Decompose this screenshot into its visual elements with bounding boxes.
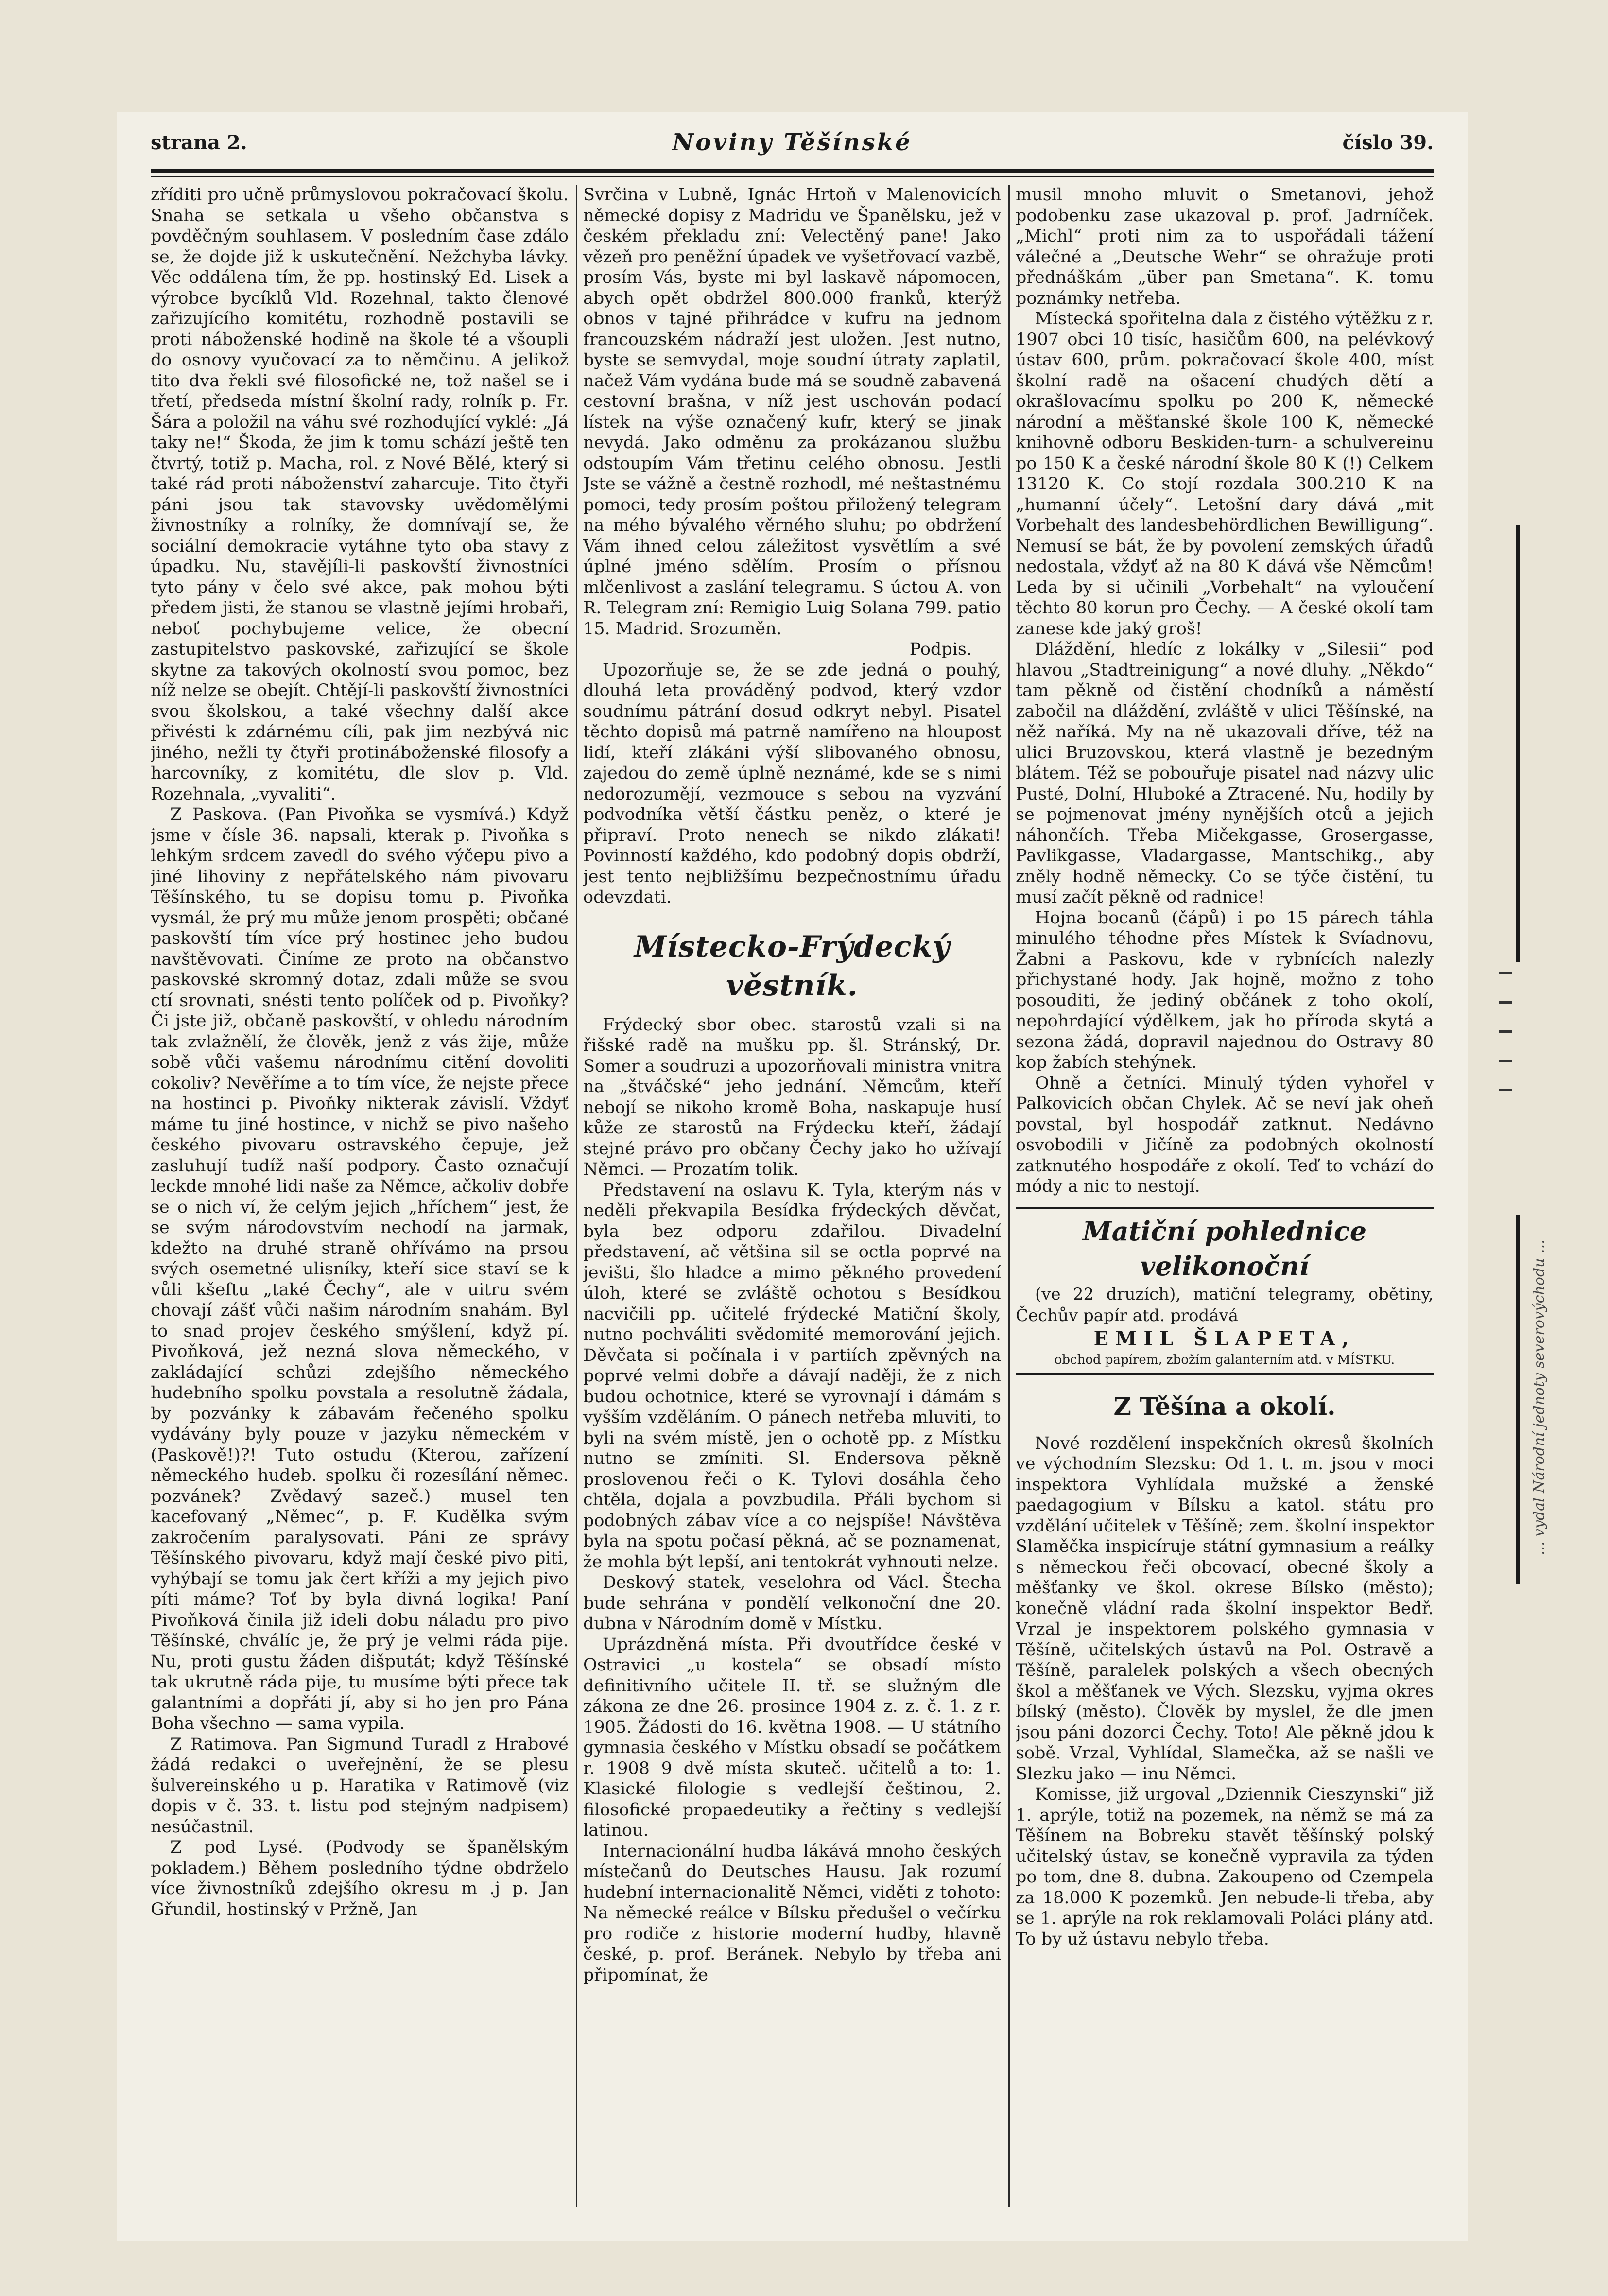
issue-number: číslo 39. bbox=[1342, 131, 1434, 154]
section-heading: Místecko-Frýdecký věstník. bbox=[634, 929, 951, 1003]
article-paragraph: Dláždění, hledíc z lokálky v „Silesii“ pod hlavou „Stadtreinigung“ a nové dluhy. „Někdo“ tam pěkně od čistění chodníků a náměstí zabočil na dláždění, zvláště v ulici Těšínské, na něž naříká. My na ně ukazovali dříve, též na ulici Bruzovskou, která vlastně je bezedným blátem. Též se pobouřuje pisatel nad názvy ulic Pusté, Dolní, Hluboké a Ztracené. Nu, hodily by se pojmenovat jmény nynějších otců a jejich náhončích. Třeba Mičekgasse, Grosergasse, Pavlikgasse, Vladargasse, Mantschikg., aby zněly hodně německy. Co se týče čistění, tu musí začít pěkně od radnice! bbox=[1016, 640, 1434, 907]
article-paragraph: Z pod Lysé. (Podvody se španělským pokladem.) Během posledního týdne obdrželo více živnostníků zdejšího okresu m .j p. Jan Gřundil, hostinský v Pržně, Jan bbox=[151, 1838, 569, 1919]
header-rule-thin bbox=[151, 176, 1434, 177]
article-paragraph: musil mnoho mluvit o Smetanovi, jehož podobenku zase ukazoval p. prof. Jadrníček. „Michl“ proti nim za to uspořádali tážení válečné a „Deutsche Wehr“ se ohražuje proti přednáškám „über pan Smetana“. K. tomu poznámky netřeba. bbox=[1016, 185, 1434, 308]
column-1 bbox=[151, 185, 569, 2216]
article-paragraph: Nové rozdělení inspekčních okresů školních ve východním Slezsku: Od 1. t. m. jsou v moci inspektora Vyhlídala mužské a ženské paedagogium v Bílsku a katol. státu pro vzdělání učitelek v Těšíně; zem. školní inspektor Slaměčka inspicíruje státní gymnasium a reálky s německou řeči obcovací, obecné školy a měšťanky ve škol. okrese Bílsko (město); konečně vládní rada školní inspektor Bedř. Vrzal je inspektorem polského gymnasia v Těšíně, učitelských ústavů na Pol. Ostravě a Těšíně, paralelek polských a všech obecných škol a měšťanek ve Vých. Slezsku, vyjma okres bílský (město). Člověk by myslel, že dle jmen jsou páni dozorci Čechy. Toto! Ale pěkně jdou k sobě. Vrzal, Vyhlídal, Slamečka, až se našli ve Slezku jako — inu Němci. bbox=[1016, 1433, 1434, 1784]
page-header bbox=[151, 126, 1434, 165]
article-paragraph: Hojna bocanů (čápů) i po 15 párech táhla minulého téhodne přes Místek k Svíadnovu, Žabni a Paskovu, kde v rybnících nalezly přichystané hody. Jak hojně, možno z toho posouditi, že jediný občánek z toho okolí, nepohrdající výdělkem, jak ho příroda skytá a sezona žádá, dopravil najednou do Ostravy 80 kop žabích stehýnek. bbox=[1016, 908, 1434, 1072]
article-paragraph: Svrčina v Lubně, Ignác Hrtoň v Malenovicích německé dopisy z Madridu ve Španělsku, jež v českém překladu zní: Velectěný pane! Jako vězeň pro peněžní úpadek ve vyšetřovací vazbě, prosím Vás, byste mi byl laskavě nápomocen, abych opět obdržel 800.000 franků, kterýž obnos v tajné přihrádce v kufru na jednom francouzském nádraží jest uložen. Jest nutno, byste se semvydal, moje soudní útraty zaplatil, načež Vám vydána bude má se soudně zabavená cestovní brašna, v níž jest uschován podací lístek na výše označený kufr, který se jinak nevydá. Jako odměnu za prokázanou službu odstoupím Vám třetinu celého obnosu. Jestli Jste se vážně a čestně rozhodl, mé neštastnému pomoci, tedy prosím poštou přiložený telegram na mého bývalého věrného sluhu; po obdržení Vám ihned celou záležitost vysvětlím a své úplné jméno sdělím. Prosím o přísnou mlčenlivost a zaslání telegramu. S úctou A. von R. Telegram zní: Remigio Luig Solana 799. patio 15. Madrid. Srozuměn. bbox=[583, 185, 1001, 639]
advertisement bbox=[1016, 1207, 1434, 1375]
article-paragraph: Představení na oslavu K. Tyla, kterým nás v neděli překvapila Besídka frýdeckých děvčat, byla bez odporu zdařilou. Divadelní představení, ač většina sil se octla poprvé na jevišti, šlo hladce a mimo pěkného provedení úloh, které se zvláště ochotou s Besídkou nacvičili pp. učitelé frýdecké Matiční školy, nutno pochváliti svědomité memorování jejich. Děvčata si počínala i v partiích zpěvných na poprvé velmi dobře a dávají naději, že z nich budou ochotnice, které se vyrovnají i dámám s vyšším vzděláním. O pánech netřeba mluviti, to byli na svém místě, jen o ochotě pp. z Místku nutno se zmíniti. Sl. Endersova pěkně proslovenou řeči o K. Tylovi dosáhla čeho chtěla, dojala a povzbudila. Přáli bychom si podobných zábav více a co nejspíše! Návštěva byla na spotu počasí pěkná, ač se poznamenat, že mohla být lepší, ani tentokrát vyhnouti nelze. bbox=[583, 1180, 1001, 1572]
article-paragraph: zříditi pro učně průmyslovou pokračovací školu. Snaha se setkala u všeho občanstva s povděčným souhlasem. V posledním čase zdálo se, že dojde již k uskutečnění. Nežchyba lávky. Věc oddálena tím, že pp. hostinský Ed. Lisek a výrobce bycíklů Vld. Rozehnal, takto členové zařizujícího komitétu, rozhodně postavili se proti náboženské hodině na škole té a všoupli do osnovy vyučovací za to němčinu. A jelikož tito dva řekli své filosofické ne, tož našel se i třetí, předseda místní školní rady, rolník p. Fr. Šára a položil na váhu své rozhodující vyklé: „Já taky ne!“ Škoda, že jim k tomu schází ještě ten čtvrtý, totiž p. Macha, rol. z Nové Bělé, který si také rád proti náboženství zaharcuje. Tito čtyři páni jsou tak stavovsky uvědomělými živnostníky a rolníky, že domnívají se, že sociální demokracie vytáhne tyto oba stavy z úpadku. Nu, stavějíli-li paskovští živnostníci tyto pány v čelo své akce, pak mohou býti předem jisti, že stanou se vlastně jejími hrobaři, neboť pochybujeme velice, že obecní zastupitelstvo paskovské, zařizující se škole skytne za takových okolností svou pomoc, bez níž nelze se obejít. Chtějí-li paskovští živnostníci svou školskou, a také všechny další akce přivésti k zdárnému cíli, pak jim nezbývá nic jiného, nežli ty čtyři protináboženské filosofy a harcovníky, z komitétu, dle slov p. Vld. Rozehnala, „vyvaliti“. bbox=[151, 185, 569, 804]
article-paragraph: Z Paskova. (Pan Pivoňka se vysmívá.) Když jsme v čísle 36. napsali, kterak p. Pivoňka s lehkým srdcem zavedl do svého výčepu pivo a jiné lihoviny z nepřátelského nám pivovaru Těšínského, tu se dopisu tomu p. Pivoňka vysmál, že prý mu může jenom prospěti; občané paskovští tím více prý hostinec jeho budou navštěvovati. Činíme ze proto na občanstvo paskovské skromný dotaz, zdali může se svou ctí srovnati, snésti tento políček od p. Pivoňky? Či jste již, občaně paskovští, v ohledu národním tak zvlažnělí, že člověk, jenž z vás žije, může sobě vůči vašemu národnímu citění dovoliti cokoliv? Nevěříme a to tím více, že nejste přece na hostinci p. Pivoňky nikterak závislí. Vždyť máme tu jiné hostince, v nichž se pivo našeho českého pivovaru ostravského čepuje, jež zasluhují tudíž naší podpory. Často označují leckde mnohé lidi naše za Němce, ačkoliv dobře se o nich ví, že celým jejich „hříchem“ jest, že se svým národovstvím nechodí na jarmak, kdežto na druhé straně ohřívámo na prsou svých osemetné ulisníky, kteří sice staví se k vůli kšeftu „také Čechy“, ale v uitru svém chovají zášť vůči našim národním snahám. Byl to snad projev českého smýšlení, když pí. Pivoňková, jež nezná slova německého, v zakládající schůzi zdejšího německého hudebního spolku povstala a resolutně žádala, by pozvánky k zábavám řečeného spolku vydávány byly pouze v jazyku německém v (Paskově!)?! Tuto ostudu (Kterou, zařízení německého hudeb. spolku či rozesílání němec. pozvánek? Zvědavý sazeč.) musel ten kacefovaný „Němec“, p. F. Kudělka svým zakročením paralysovati. Páni ze správy Těšínského pivovaru, když mají české pivo piti, vyhýbají se tomu jak čert kříži a my jejich pivo píti máme? Toť by byla divná logika! Paní Pivoňková činila již ideli dobu náladu pro pivo Těšínské, chválíc je, že prý je velmi ráda pije. Nu, proti gustu žáden dišputát; když Těšínské tak ukrutně ráda pije, tu musíme býti přece tak galantními a dopřáti jí, aby si ho jen pro Pána Boha všechno — sama vypila. bbox=[151, 805, 569, 1733]
margin-dash bbox=[1499, 1001, 1512, 1004]
article-paragraph: Upozorňuje se, že se zde jedná o pouhý, dlouhá leta prováděný podvod, který vzdor soudnímu pátrání dosud odkryt nebyl. Pisatel těchto dopisů má patrně namířeno na hloupost lidí, kteří zlákáni výší slibovaného obnosu, zajedou do země úplně neznámé, kde se s nimi nedorozumějí, vezmouce s sebou na vyzvání podvodníka větší částku peněz, o které je připraví. Proto nenech se nikdo zlákati! Povinností každého, kdo podobný dopis obdrží, jest tento nejbližšímu bezpečnostnímu úřadu odevzdati. bbox=[583, 660, 1001, 907]
article-paragraph: Místecká spořitelna dala z čistého výtěžku z r. 1907 obci 10 tisíc, hasičům 600, na pelévkový ústav 600, prům. pokračovací škole 400, míst školní radě na ošacení chudých dětí a okrašlovacímu spolku po 200 K, německé národní a měšťanské škole 100 K, německé knihovně odboru Beskiden-turn- a schulvereinu po 150 K a české národní škole 80 K (!) Celkem 13120 K. Co stojí rozdala 300.210 K na „humanní účely“. Letošní dary dává „mit Vorbehalt des landesbehördlichen Bewilligung“. Nemusí se bát, že by povolení zemských úřadů nedostala, vždyť až na 80 K dává vše Němcům! Leda by si učinili „Vorbehalt“ na vyloučení těchto 80 korun pro Čechy. — A české okolí tam zanese kde jaký groš! bbox=[1016, 309, 1434, 639]
ad-merchant-info: obchod papírem, zbožím galanterním atd. v MÍSTKU. bbox=[1054, 1352, 1395, 1367]
article-paragraph: Deskový statek, veselohra od Václ. Štecha bude sehrána v pondělí velkonoční dne 20. dubna v Národním domě v Místku. bbox=[583, 1573, 1001, 1634]
newspaper-title: Noviny Těšínské bbox=[672, 129, 912, 156]
margin-dash bbox=[1499, 1089, 1512, 1091]
article-paragraph: Frýdecký sbor obec. starostů vzali si na řišské radě na mušku pp. šl. Stránský, Dr. Somer a soudruzi a upozorňovali ministra vnitra na „štváčské“ jeho jednání. Němcům, kteří nebojí se nikoho kromě Boha, naskapuje husí kůže ze starostů na Frýdecku kteří, žádají stejné právo pro občany Čechy jako ho užívají Němci. — Prozatím tolik. bbox=[583, 1015, 1001, 1179]
article-paragraph: Komisse, již urgoval „Dziennik Cieszynski“ již 1. aprýle, totiž na pozemek, na němž se má za Těšínem na Bobreku stavět těšínský polský učitelský ústav, se konečně vypravila za týden po tom, dne 8. dubna. Zakoupeno od Czempela za 18.000 K pozemků. Jen nebude-li třeba, aby se 1. aprýle na rok reklamovali Poláci plány atd. To by už ústavu nebylo třeba. bbox=[1016, 1785, 1434, 1949]
newspaper-page bbox=[117, 112, 1468, 2241]
margin-dash bbox=[1499, 972, 1512, 974]
section-heading: Z Těšína a okolí. bbox=[1113, 1392, 1336, 1421]
margin-dash bbox=[1499, 1030, 1512, 1033]
ad-merchant-name: EMIL ŠLAPETA, bbox=[1093, 1327, 1356, 1350]
column-divider bbox=[1008, 185, 1010, 2207]
article-paragraph: Uprázdněná místa. Při dvoutřídce české v Ostravici „u kostela“ se obsadí místo definitivního učitele II. tř. se služným dle zákona ze dne 26. prosince 1904 z. z. č. 1. z r. 1905. Žádosti do 16. května 1908. — U státního gymnasia českého v Místku obsadí se počátkem r. 1908 9 dvě místa skuteč. učitelů a to: 1. Klasické filologie s vedlejší češtinou, 2. filosofické propaedeutiky a řečtiny s vedlejší latinou. bbox=[583, 1635, 1001, 1840]
column-3 bbox=[1016, 185, 1434, 2216]
margin-dash bbox=[1499, 1060, 1512, 1062]
signature: Podpis. bbox=[909, 640, 972, 659]
page-number: strana 2. bbox=[151, 131, 247, 154]
column-2 bbox=[583, 185, 1001, 2216]
ad-text: (ve 22 druzích), matiční telegramy, obětiny, Čechův papír atd. prodává bbox=[1016, 1284, 1434, 1325]
ad-title: Matiční pohlednice velikonoční bbox=[1082, 1215, 1367, 1282]
article-paragraph: Internacionální hudba lákává mnoho českých místečanů do Deutsches Hausu. Jak rozumí hudební internacionalitě Němci, viděti z tohoto: Na německé reálce v Bílsku předušel o večírku pro rodiče z historie moderní hudby, hlavně české, p. prof. Beránek. Nebylo by třeba ani připomínat, že bbox=[583, 1841, 1001, 1985]
binding-edge-mark bbox=[1516, 525, 1520, 962]
column-divider bbox=[576, 185, 577, 2207]
article-paragraph: Z Ratimova. Pan Sigmund Turadl z Hrabové žádá redakci o uveřejnění, že se plesu šulvereinského u p. Haratika v Ratimově (viz dopis v č. 33. t. listu pod stejným nadpisem) nesúčastnil. bbox=[151, 1734, 569, 1837]
margin-stamp-text: ... vydal Národní jednoty severovýchodu ... bbox=[1531, 1239, 1548, 1555]
header-rule bbox=[151, 169, 1434, 173]
binding-edge-mark bbox=[1516, 1215, 1520, 1584]
article-paragraph: Ohně a četníci. Minulý týden vyhořel v Palkovicích občan Chylek. Ač se neví jak oheň povstal, byl hospodář zatknut. Nedávno osvobodili v Jičíně za podobných okolností zatknutého hospodáře z okolí. Teď to vchází do módy a nic to nestojí. bbox=[1016, 1073, 1434, 1196]
